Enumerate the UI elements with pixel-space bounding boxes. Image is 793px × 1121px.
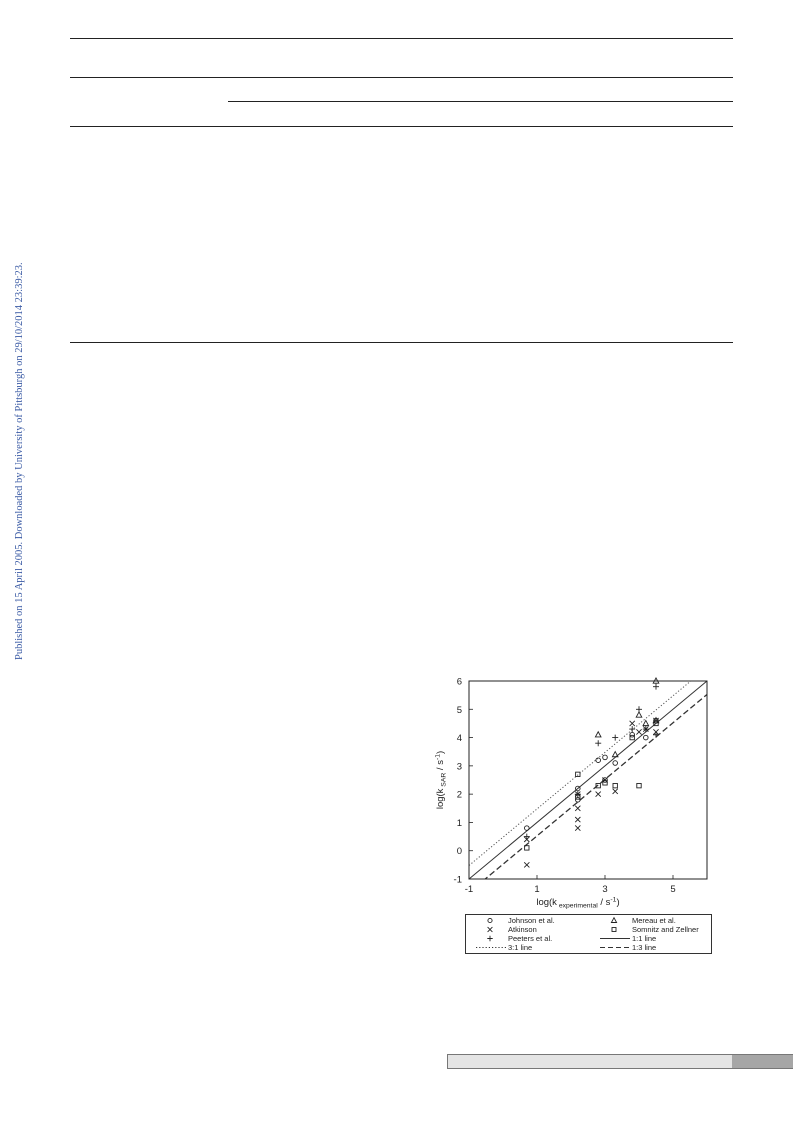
legend-symbol-triangle <box>598 916 632 925</box>
chart-legend <box>465 914 712 954</box>
data-point-square <box>613 783 617 787</box>
footer-bar-end <box>732 1054 793 1069</box>
data-point-plus <box>595 740 601 746</box>
data-point-x <box>575 825 580 830</box>
legend-symbol-solid <box>598 934 632 943</box>
reference-line-dotted <box>469 672 707 866</box>
table-header-rule <box>70 77 733 78</box>
scatter-chart <box>425 672 715 914</box>
data-point-plus <box>524 834 530 840</box>
legend-label: Atkinson <box>508 925 537 934</box>
x-tick-label: -1 <box>464 884 474 895</box>
data-point-circle <box>525 826 530 831</box>
reference-line-dashed <box>469 694 707 892</box>
legend-label: Somnitz and Zellner <box>632 925 699 934</box>
table-body-rule <box>70 126 733 127</box>
reference-line-solid <box>469 681 707 879</box>
legend-item <box>474 925 537 934</box>
legend-symbol-circle <box>474 916 508 925</box>
table-top-rule <box>70 38 733 39</box>
data-point-square <box>637 783 641 787</box>
data-point-triangle <box>643 720 649 725</box>
x-tick-label: 5 <box>670 884 676 895</box>
legend-label: Mereau et al. <box>632 916 676 925</box>
y-tick-label: -1 <box>453 874 462 886</box>
data-point-plus <box>653 684 659 690</box>
y-tick-label: 5 <box>456 704 462 716</box>
data-point-x <box>524 862 529 867</box>
table-bottom-rule <box>70 342 733 343</box>
legend-label: 1:3 line <box>632 943 657 952</box>
data-point-plus <box>653 732 659 738</box>
legend-symbol-square <box>598 925 632 934</box>
legend-label: Peeters et al. <box>508 934 553 943</box>
data-point-circle <box>613 761 618 766</box>
y-tick-label: 4 <box>456 733 462 745</box>
x-tick-label: 3 <box>602 884 608 895</box>
legend-item <box>598 925 699 934</box>
data-point-circle <box>630 732 635 737</box>
data-point-triangle <box>636 712 642 717</box>
legend-label: 1:1 line <box>632 934 657 943</box>
legend-item <box>474 934 552 943</box>
data-point-plus <box>629 726 635 732</box>
legend-symbol-dashed <box>598 943 632 952</box>
data-point-triangle <box>612 752 618 757</box>
legend-label: Johnson et al. <box>508 916 555 925</box>
data-point-square <box>576 772 580 776</box>
legend-item <box>598 943 656 952</box>
legend-label: 3:1 line <box>508 943 533 952</box>
y-tick-label: 6 <box>456 676 462 688</box>
data-point-x <box>575 806 580 811</box>
download-watermark[interactable]: Published on 15 April 2005. Downloaded by University of Pittsburgh on 29/10/2014 23:39:23. <box>14 262 25 660</box>
data-point-x <box>575 817 580 822</box>
data-point-plus <box>612 735 618 741</box>
legend-item <box>598 934 656 943</box>
y-tick-label: 0 <box>456 846 462 858</box>
x-tick-label: 1 <box>534 884 540 895</box>
data-point-x <box>613 789 618 794</box>
data-point-circle <box>644 735 649 740</box>
legend-symbol-plus <box>474 934 508 943</box>
table-subheader-rule <box>228 101 733 102</box>
data-point-x <box>596 792 601 797</box>
data-point-circle <box>596 758 601 763</box>
legend-item <box>598 916 676 925</box>
x-axis-label: log(k $_{experimental} / s^{-1}$) <box>536 896 620 910</box>
legend-item <box>474 916 555 925</box>
legend-item <box>474 943 532 952</box>
y-tick-label: 2 <box>456 789 462 801</box>
data-point-plus <box>636 706 642 712</box>
y-tick-label: 3 <box>456 761 462 773</box>
legend-symbol-x <box>474 925 508 934</box>
y-tick-label: 1 <box>456 817 462 829</box>
legend-symbol-dotted <box>474 943 508 952</box>
data-point-x <box>630 721 635 726</box>
data-point-circle <box>603 755 608 760</box>
data-point-triangle <box>595 732 601 737</box>
y-axis-label: log(k $_{SAR} / s^{-1}$) <box>434 750 448 810</box>
data-point-x <box>636 729 641 734</box>
